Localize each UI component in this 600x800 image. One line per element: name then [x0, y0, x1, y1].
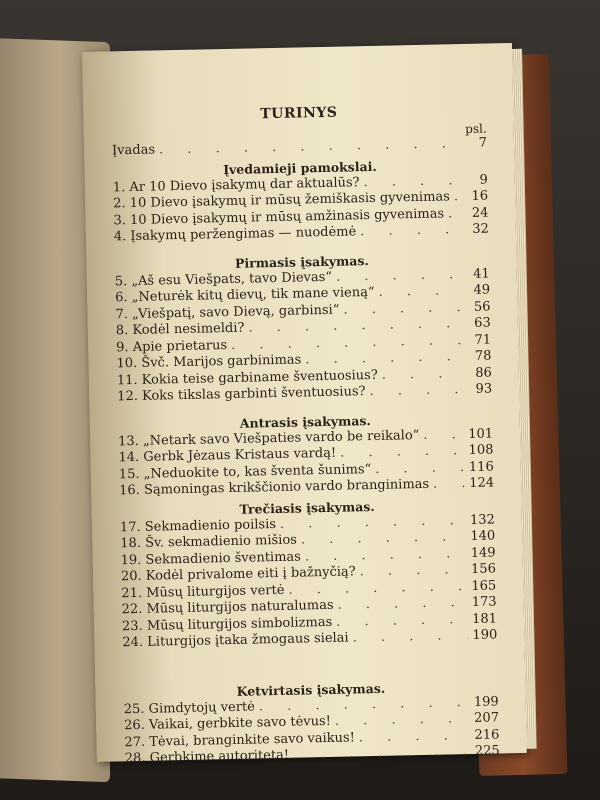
entry-text: Mūsų liturgijos vertė — [146, 582, 285, 601]
entry-number: 12. — [117, 388, 139, 405]
entry-text: Liturgijos įtaka žmogaus sielai — [147, 630, 349, 650]
entry-title — [120, 517, 276, 535]
entry-page: 56 — [473, 299, 491, 315]
entry-title — [125, 748, 290, 766]
entry-page: 86 — [475, 364, 492, 381]
entry-number: 18. — [120, 535, 142, 552]
entry-page: 181 — [471, 610, 498, 627]
entry-page: 63 — [474, 315, 491, 331]
entry-number: 25. — [123, 701, 145, 717]
section-heading: Antrasis įsakymas. — [239, 412, 371, 431]
leader-dots — [293, 744, 470, 763]
entry-number: 4. — [113, 229, 127, 245]
table-of-contents — [111, 102, 500, 768]
entry-text: Koks tikslas garbinti šventuosius? — [141, 384, 366, 404]
entry-text: Sąmoningas krikščionio vardo branginimas — [143, 476, 430, 498]
entry-page: 225 — [474, 743, 500, 759]
entry-number: 19. — [120, 552, 142, 568]
entry-page: 16 — [471, 188, 489, 204]
leader-dots — [305, 546, 466, 564]
entry-text: Gerbk Jėzaus Kristaus vardą! — [143, 445, 337, 465]
page-title: TURINYS — [260, 104, 338, 123]
entry-page: 140 — [470, 528, 496, 544]
entry-page: 190 — [472, 627, 498, 643]
entry-text: „Neduokite to, kas šventa šunims“ — [143, 461, 372, 482]
leader-dots — [363, 173, 458, 190]
entry-page: 41 — [473, 266, 490, 282]
section-heading: Trečiasis įsakymas. — [239, 498, 375, 517]
entry-number: 17. — [119, 519, 141, 535]
entry-title — [116, 338, 227, 355]
leader-dots — [337, 595, 466, 613]
entry-page: 49 — [473, 282, 491, 298]
entry-text: „Aš esu Viešpats, tavo Dievas“ — [131, 269, 333, 289]
leader-dots — [375, 460, 464, 477]
entry-text: „Neturėk kitų dievų, tik mane vieną“ — [131, 284, 375, 306]
leader-dots — [352, 628, 467, 645]
entry-number: 9. — [116, 339, 129, 355]
leader-dots — [454, 189, 459, 204]
entry-number: 20. — [120, 568, 142, 585]
entry-text: „Netark savo Viešpaties vardo be reikalo“ — [142, 427, 420, 449]
entry-page: 78 — [474, 348, 492, 364]
entry-text: Kodėl privalome eiti į bažnyčią? — [145, 564, 356, 584]
entry-title — [121, 582, 284, 600]
entry-page: 124 — [469, 475, 495, 491]
entry-page: 101 — [468, 425, 494, 442]
entry-text: Švč. Marijos garbinimas — [141, 352, 302, 371]
entry-number: 24. — [122, 634, 144, 651]
entry-title — [124, 699, 255, 717]
entry-page: 156 — [470, 561, 497, 577]
entry-number: 16. — [119, 482, 141, 499]
entry-number: 21. — [121, 585, 143, 601]
entry-text: „Viešpatį, savo Dievą, garbinsi“ — [131, 302, 340, 322]
leader-dots — [378, 283, 460, 300]
entry-number: 2. — [113, 196, 126, 212]
entry-text: Įsakymų peržengimas — nuodėmė — [130, 224, 357, 245]
entry-text: Kokia teise garbiname šventuosius? — [141, 367, 378, 388]
entry-number: 3. — [113, 212, 127, 228]
entry-number: 5. — [114, 273, 128, 289]
entry-page: 71 — [474, 331, 492, 348]
entry-number: 13. — [118, 433, 140, 449]
entry-text: Gimdytojų vertė — [148, 699, 256, 717]
entry-number: 1. — [112, 179, 126, 195]
entry-text: Tėvai, branginkite savo vaikus! — [149, 729, 356, 750]
entry-page: 132 — [469, 511, 496, 528]
leader-dots — [336, 612, 467, 630]
entry-number: 15. — [118, 466, 140, 482]
entry-page: 165 — [471, 577, 497, 594]
leader-dots — [433, 476, 464, 492]
entry-page: 199 — [473, 693, 499, 710]
leader-dots — [359, 562, 466, 579]
leader-dots — [360, 222, 459, 239]
section-heading: Ketvirtasis įsakymas. — [236, 680, 386, 699]
entry-text: Gerbkime autoritetą! — [149, 747, 290, 766]
entry-text: Sekmadienio šventimas — [145, 549, 302, 568]
entry-page: 207 — [474, 710, 500, 726]
entry-text: Mūsų liturgijos simbolizmas — [146, 614, 333, 634]
entry-number: 10. — [116, 355, 138, 372]
entry-number: 6. — [114, 290, 128, 306]
entry-page: 32 — [472, 221, 489, 237]
entry-title — [120, 549, 301, 568]
entry-page: 108 — [468, 442, 494, 458]
entry-page: 7 — [478, 135, 488, 151]
leader-dots — [340, 443, 464, 461]
entry-page: 116 — [468, 458, 494, 475]
entry-page: 173 — [471, 594, 497, 610]
entry-number: 22. — [121, 601, 143, 618]
leader-dots — [423, 427, 463, 443]
entry-title: Įvadas — [111, 142, 156, 159]
entry-text: Apie prietarus — [132, 337, 228, 355]
leader-dots — [343, 300, 460, 317]
entry-text: Vaikai, gerbkite savo tėvus! — [148, 713, 332, 733]
leader-dots — [280, 513, 465, 532]
entry-page: 149 — [470, 544, 496, 561]
entry-number: 27. — [124, 734, 146, 750]
leader-dots — [448, 206, 459, 221]
entry-number: 11. — [116, 372, 138, 388]
book-page — [82, 43, 527, 767]
leader-dots — [301, 529, 466, 547]
entry-text: Ar 10 Dievo įsakymų dar aktualūs? — [129, 174, 360, 195]
leader-dots — [382, 366, 462, 383]
entry-text: 10 Dievo įsakymų ir mūsų amžinasis gyvenimas — [129, 205, 445, 228]
leader-dots — [305, 349, 462, 367]
leader-dots — [359, 728, 470, 745]
entry-number: 23. — [121, 618, 143, 634]
entry-text: Šv. sekmadienio mišios — [144, 532, 298, 551]
entry-title — [116, 352, 301, 371]
entry-number: 14. — [118, 449, 140, 466]
entry-page: 9 — [479, 172, 488, 188]
entry-page: 216 — [474, 726, 500, 743]
entry-text: Kodėl nesimeldi? — [132, 320, 245, 339]
entry-title — [116, 321, 245, 339]
entry-text: 10 Dievo įsakymų ir mūsų žemiškasis gyvenimas — [129, 189, 451, 212]
entry-number: 28. — [124, 750, 146, 767]
entry-number: 8. — [115, 323, 129, 339]
leader-dots — [335, 711, 469, 729]
leader-dots — [336, 267, 460, 285]
section-heading: Įvedamieji pamokslai. — [223, 158, 377, 177]
leader-dots — [288, 579, 466, 598]
entry-title — [120, 533, 297, 552]
entry-page: 24 — [471, 205, 489, 221]
entry-number: 26. — [123, 717, 145, 734]
entry-text: Mūsų liturgijos naturalumas — [146, 597, 334, 617]
entry-page: 93 — [475, 381, 493, 397]
page-column-label: psl. — [465, 121, 487, 136]
entry-text: Sekmadienio poilsis — [144, 516, 277, 535]
entry-number: 7. — [115, 306, 129, 322]
section-heading: Pirmasis įsakymas. — [234, 252, 369, 271]
leader-dots — [369, 382, 462, 399]
